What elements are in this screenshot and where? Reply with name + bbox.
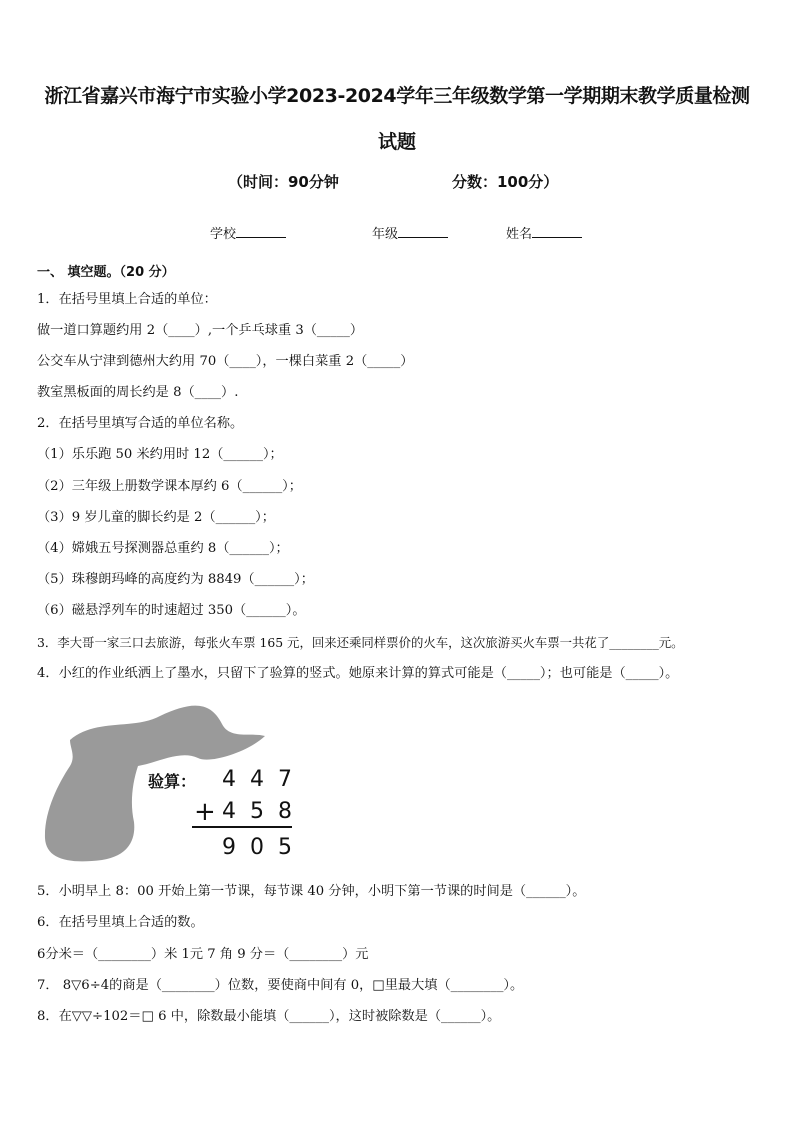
question-2-item-6: （6）磁悬浮列车的时速超过 350（______）。 (37, 603, 306, 618)
exam-time: （时间：90分钟 (228, 173, 339, 191)
question-2-item-3: （3）9 岁儿童的脚长约是 2（______）； (37, 510, 275, 525)
name-label: 姓名 (506, 227, 533, 242)
school-field (210, 223, 286, 244)
document-title-continued: 试题 (377, 131, 416, 153)
name-blank (532, 223, 582, 238)
section-heading: 一、 填空题。（20 分） (37, 265, 175, 280)
question-4: 4．小红的作业纸洒上了墨水，只留下了验算的竖式。她原来计算的算式可能是（_____）；也可能是（_____）。 (37, 666, 679, 681)
question-2-item-1: （1）乐乐跑 50 米约用时 12（______）； (37, 447, 283, 462)
plus-sign: + (194, 797, 216, 827)
question-7: 7． 8▽6÷4的商是（________）位数，要使商中间有 0，□里最大填（________）。 (37, 978, 524, 993)
document-title: 浙江省嘉兴市海宁市实验小学2023-2024学年三年级数学第一学期期末教学质量检测 (44, 85, 750, 107)
question-1-item-3: 教室黑板面的周长约是 8（____）. (37, 385, 239, 400)
sum-result: 905 (222, 835, 306, 860)
question-3: 3．李大哥一家三口去旅游，每张火车票 165 元，回来还乘同样票价的火车，这次旅游买火车票一共花了________元。 (37, 635, 684, 650)
sum-line (192, 826, 292, 828)
grade-blank (398, 223, 448, 238)
verification-label: 验算： (148, 772, 197, 791)
grade-label: 年级 (372, 227, 399, 242)
question-8: 8．在▽▽÷102＝□ 6 中，除数最小能填（______），这时被除数是（______）。 (37, 1009, 501, 1024)
exam-score: 分数：100分） (452, 173, 559, 191)
grade-field (372, 223, 448, 244)
question-2-item-5: （5）珠穆朗玛峰的高度约为 8849（______）； (37, 572, 314, 587)
school-label: 学校 (210, 227, 237, 242)
school-blank (236, 223, 286, 238)
question-6-items: 6分米＝（________）米 1元 7 角 9 分＝（________）元 (37, 947, 369, 962)
addend-1: 447 (222, 767, 306, 792)
question-6-prompt: 6．在括号里填上合适的数。 (37, 915, 204, 930)
name-field (506, 223, 582, 244)
question-5: 5．小明早上 8：00 开始上第一节课，每节课 40 分钟，小明下第一节课的时间是（______）。 (37, 884, 586, 899)
question-2-item-4: （4）嫦娥五号探测器总重约 8（______）； (37, 541, 289, 556)
question-2-prompt: 2．在括号里填写合适的单位名称。 (37, 416, 244, 431)
question-1-item-1: 做一道口算题约用 2（____）,一个乒乓球重 3（_____） (37, 323, 364, 338)
addend-2: 458 (222, 799, 306, 824)
question-2-item-2: （2）三年级上册数学课本厚约 6（______）； (37, 479, 302, 494)
question-1-item-2: 公交车从宁津到德州大约用 70（____），一棵白菜重 2（_____） (37, 354, 414, 369)
question-1-prompt: 1．在括号里填上合适的单位： (37, 292, 217, 307)
